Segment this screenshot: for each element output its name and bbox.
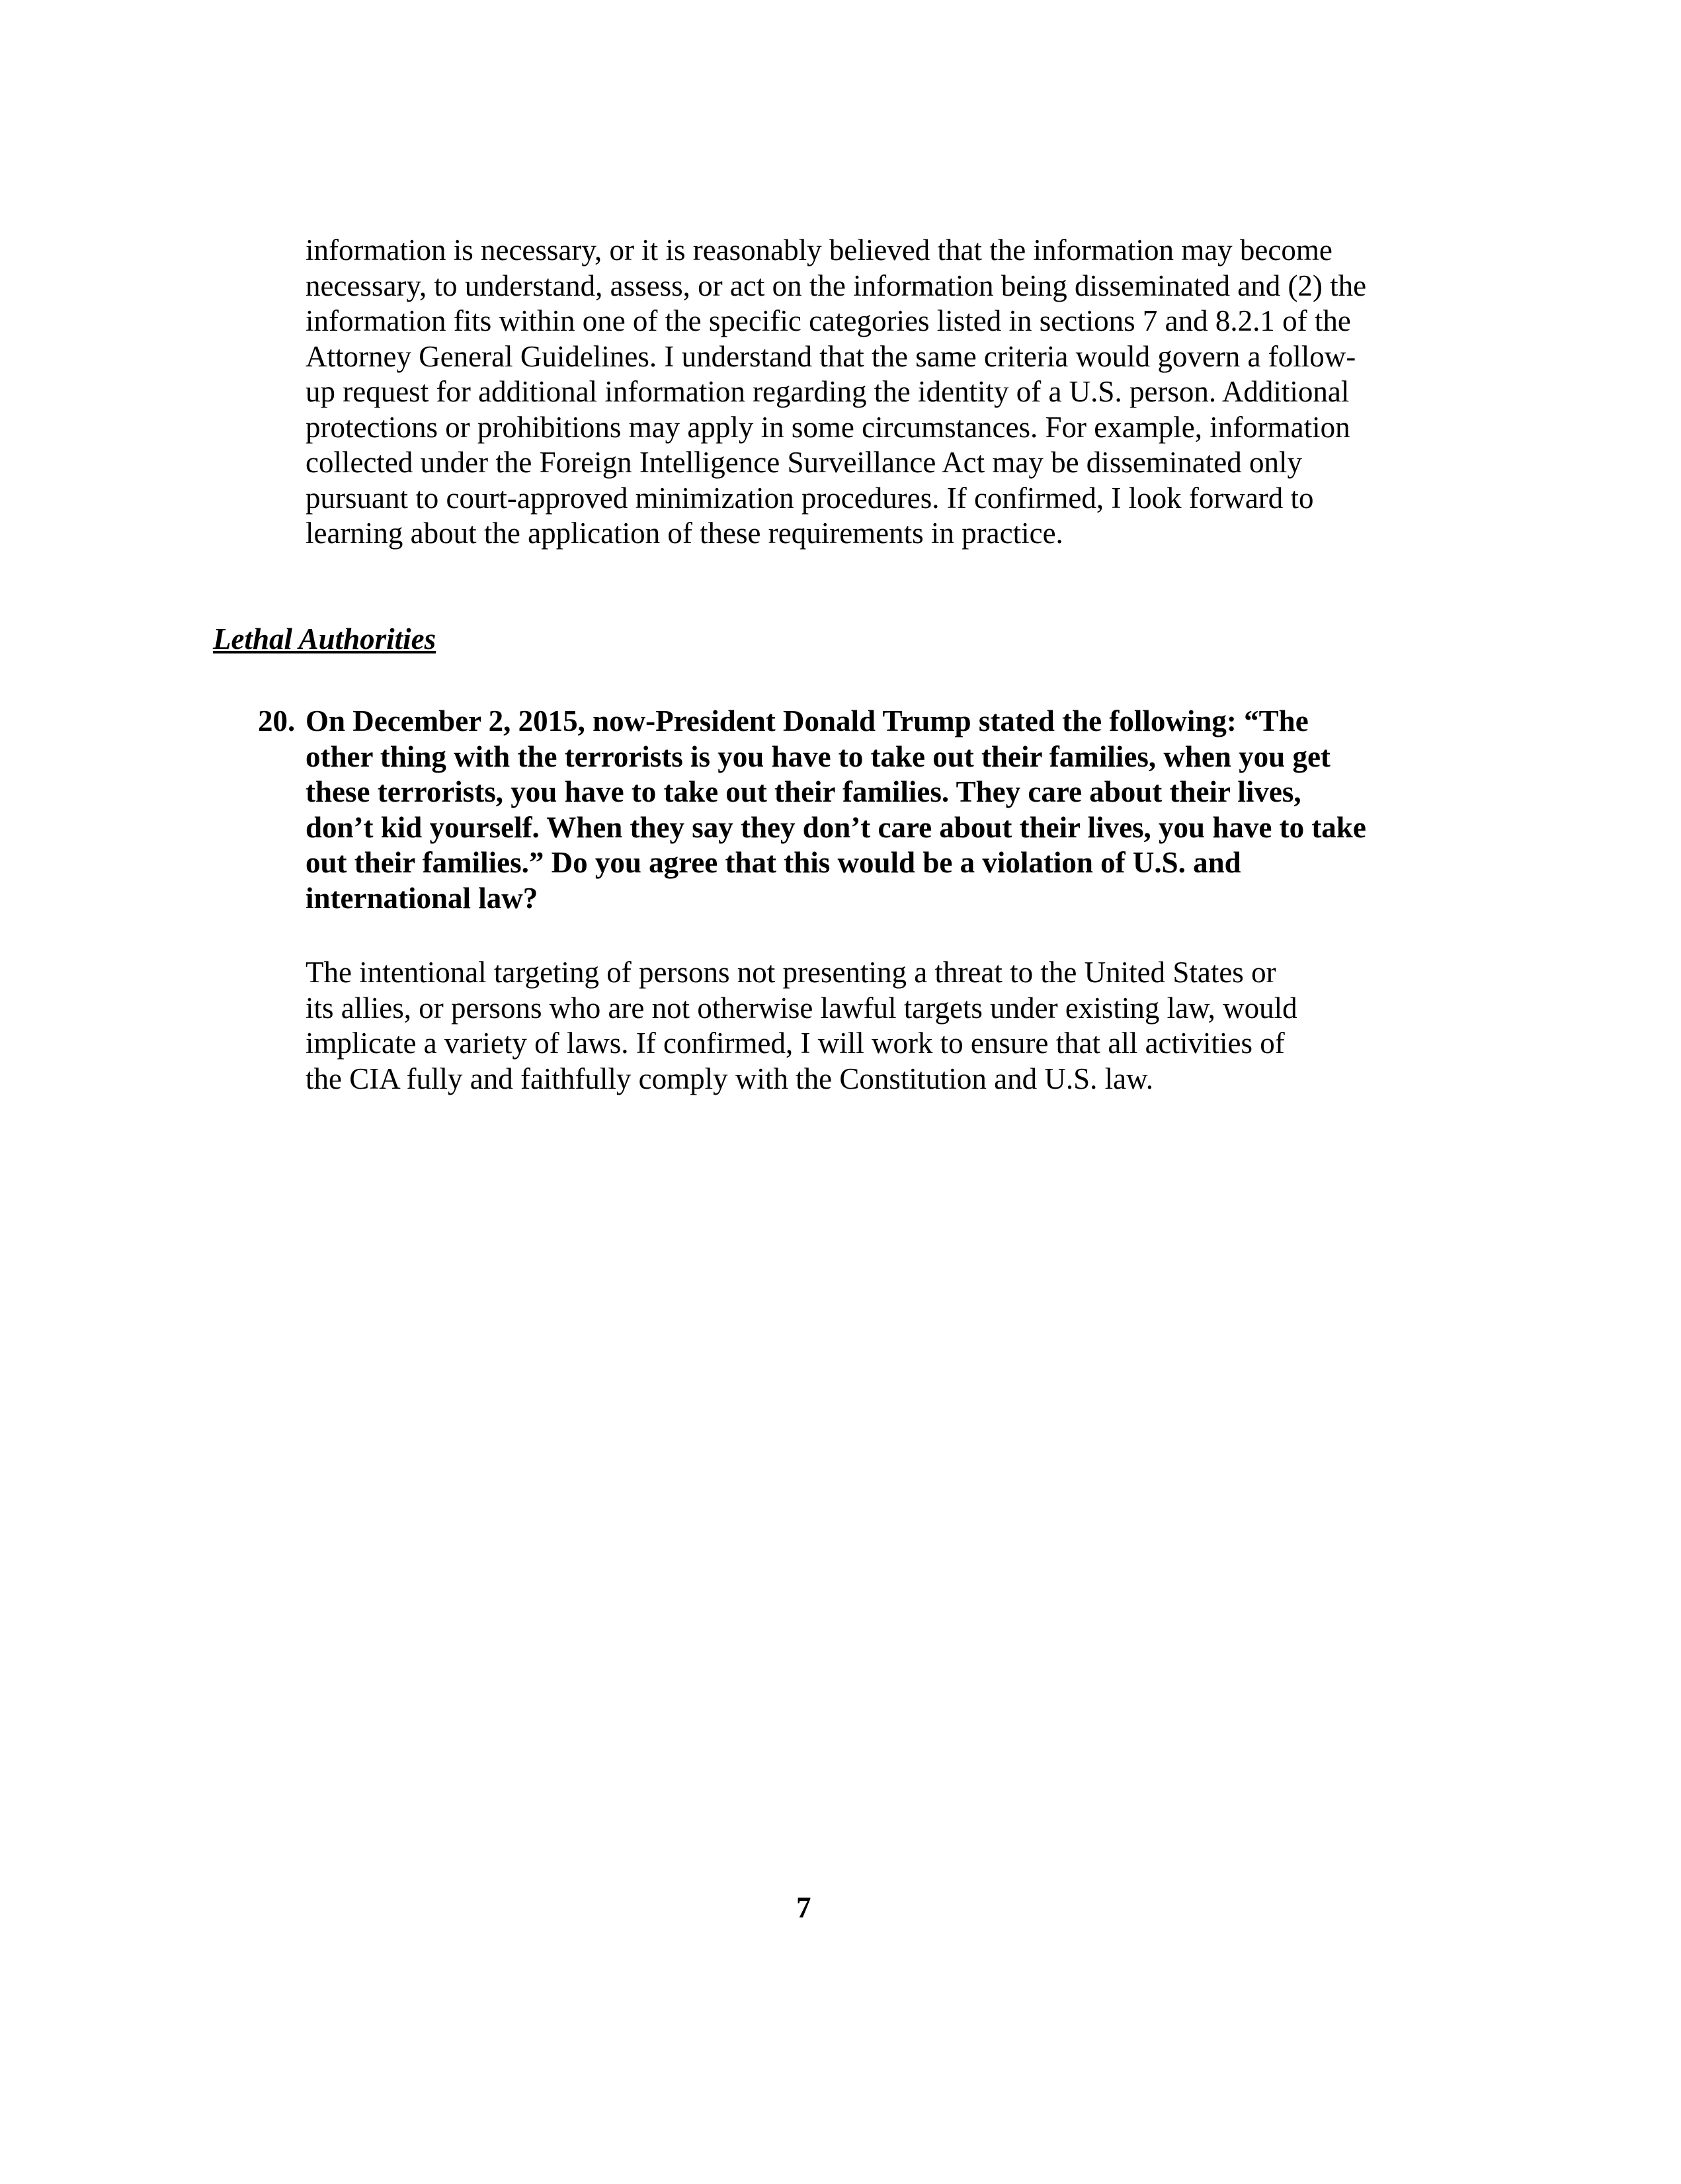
answer-line: implicate a variety of laws. If confirmed, I will work to ensure that all activities of <box>306 1027 1285 1060</box>
text-line: protections or prohibitions may apply in some circumstances. For example, information <box>306 410 1350 444</box>
paragraph-continuation <box>306 233 1366 552</box>
question-line: other thing with the terrorists is you have to take out their families, when you get <box>306 739 1331 773</box>
question-number: 20. <box>258 704 296 737</box>
text-line: collected under the Foreign Intelligence Surveillance Act may be disseminated only <box>306 446 1303 479</box>
page-number: 7 <box>796 1891 811 1924</box>
text-line: information is necessary, or it is reasonably believed that the information may become <box>306 233 1332 267</box>
text-line: pursuant to court-approved minimization procedures. If confirmed, I look forward to <box>306 481 1314 515</box>
text-line: information fits within one of the specific categories listed in sections 7 and 8.2.1 of the <box>306 304 1351 337</box>
text-line: up request for additional information regarding the identity of a U.S. person. Additional <box>306 375 1350 408</box>
question-line: On December 2, 2015, now-President Donald Trump stated the following: “The <box>306 704 1309 737</box>
question-20 <box>258 704 1366 916</box>
answer-line: its allies, or persons who are not otherwise lawful targets under existing law, would <box>306 991 1297 1025</box>
text-line: necessary, to understand, assess, or act on the information being disseminated and (2) the <box>306 269 1367 302</box>
text-line: Attorney General Guidelines. I understand that the same criteria would govern a follow- <box>306 339 1356 373</box>
answer-line: The intentional targeting of persons not presenting a threat to the United States or <box>306 956 1276 989</box>
answer-line: the CIA fully and faithfully comply with the Constitution and U.S. law. <box>306 1062 1153 1095</box>
answer-20 <box>306 955 1297 1097</box>
section-heading: Lethal Authorities <box>213 622 436 655</box>
question-line: don’t kid yourself. When they say they don’t care about their lives, you have to take <box>306 810 1366 844</box>
question-line: out their families.” Do you agree that this would be a violation of U.S. and <box>306 846 1241 879</box>
text-line: learning about the application of these requirements in practice. <box>306 517 1063 550</box>
question-line: these terrorists, you have to take out their families. They care about their lives, <box>306 775 1301 808</box>
question-line: international law? <box>306 881 538 915</box>
